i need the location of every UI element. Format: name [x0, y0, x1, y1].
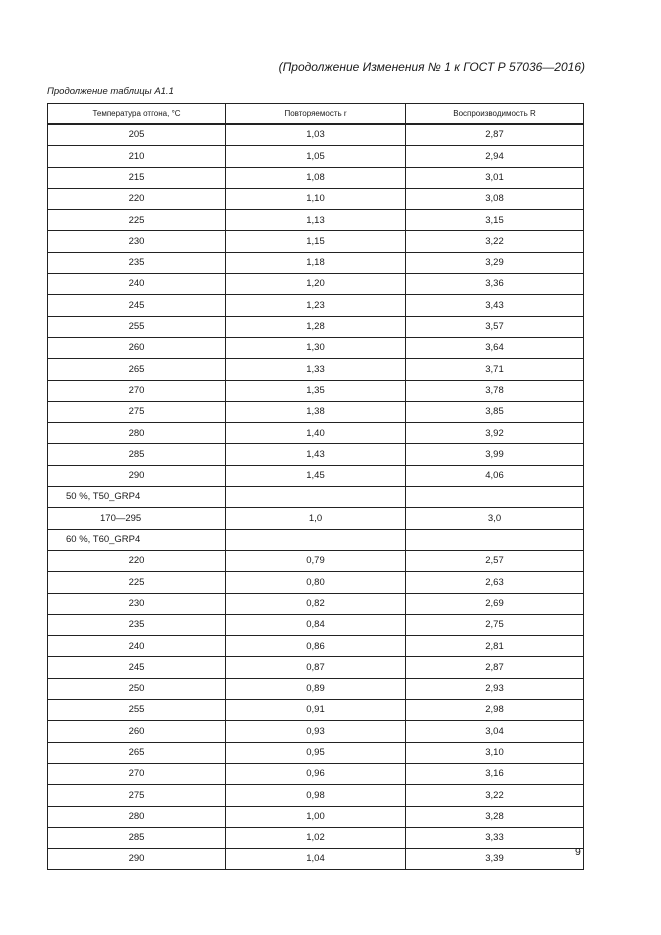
cell-temperature: 245 [48, 295, 226, 316]
cell-reproducibility: 3,71 [406, 359, 584, 380]
table-row [48, 210, 584, 231]
cell-repeatability: 1,18 [226, 252, 406, 273]
cell-temperature: 270 [48, 380, 226, 401]
cell-repeatability: 1,15 [226, 231, 406, 252]
table-row [48, 444, 584, 465]
cell-repeatability: 1,33 [226, 359, 406, 380]
cell-reproducibility: 3,99 [406, 444, 584, 465]
cell-temperature: 205 [48, 124, 226, 146]
cell-repeatability: 0,89 [226, 678, 406, 699]
column-header-reproducibility: Воспроизводимость R [406, 104, 584, 125]
cell-temperature: 170—295 [48, 508, 226, 529]
cell-repeatability: 0,86 [226, 636, 406, 657]
cell-repeatability: 0,84 [226, 614, 406, 635]
cell-temperature: 225 [48, 572, 226, 593]
cell-temperature: 240 [48, 274, 226, 295]
cell-reproducibility: 3,28 [406, 806, 584, 827]
cell-reproducibility: 3,22 [406, 231, 584, 252]
cell-reproducibility: 3,78 [406, 380, 584, 401]
table-row [48, 316, 584, 337]
table-row [48, 806, 584, 827]
cell-reproducibility: 3,43 [406, 295, 584, 316]
cell-temperature: 285 [48, 827, 226, 848]
cell-reproducibility: 2,69 [406, 593, 584, 614]
table-row [48, 657, 584, 678]
cell-reproducibility: 2,98 [406, 700, 584, 721]
cell-repeatability: 1,10 [226, 188, 406, 209]
table-row [48, 401, 584, 422]
table-row [48, 763, 584, 784]
cell-repeatability: 1,45 [226, 465, 406, 486]
cell-reproducibility: 3,85 [406, 401, 584, 422]
cell-reproducibility: 3,39 [406, 849, 584, 870]
table-row [48, 572, 584, 593]
table-row [48, 380, 584, 401]
cell-reproducibility: 3,64 [406, 337, 584, 358]
cell-repeatability: 1,08 [226, 167, 406, 188]
cell-reproducibility: 4,06 [406, 465, 584, 486]
table-row [48, 146, 584, 167]
cell-repeatability: 1,28 [226, 316, 406, 337]
cell-repeatability: 0,98 [226, 785, 406, 806]
table-row [48, 700, 584, 721]
cell-repeatability: 1,30 [226, 337, 406, 358]
cell-reproducibility: 3,16 [406, 763, 584, 784]
table-header [48, 104, 584, 125]
cell-temperature: 275 [48, 785, 226, 806]
cell-temperature: 280 [48, 806, 226, 827]
cell-temperature: 215 [48, 167, 226, 188]
cell-temperature: 225 [48, 210, 226, 231]
cell-temperature: 250 [48, 678, 226, 699]
cell-reproducibility: 3,36 [406, 274, 584, 295]
table-row [48, 274, 584, 295]
cell-temperature: 210 [48, 146, 226, 167]
document-header: (Продолжение Изменения № 1 к ГОСТ Р 57036—2016) [278, 60, 585, 74]
table-row [48, 827, 584, 848]
cell-temperature: 220 [48, 188, 226, 209]
cell-temperature: 230 [48, 593, 226, 614]
cell-reproducibility: 3,92 [406, 423, 584, 444]
table-row [48, 231, 584, 252]
cell-repeatability: 1,38 [226, 401, 406, 422]
cell-repeatability: 1,20 [226, 274, 406, 295]
cell-temperature: 235 [48, 252, 226, 273]
cell-temperature: 50 %, T50_GRP4 [48, 487, 226, 508]
cell-reproducibility: 3,29 [406, 252, 584, 273]
cell-temperature: 260 [48, 721, 226, 742]
cell-reproducibility: 3,0 [406, 508, 584, 529]
cell-reproducibility: 2,93 [406, 678, 584, 699]
cell-temperature: 260 [48, 337, 226, 358]
table-row [48, 550, 584, 571]
cell-temperature: 290 [48, 465, 226, 486]
cell-reproducibility: 2,87 [406, 657, 584, 678]
cell-repeatability: 1,13 [226, 210, 406, 231]
cell-repeatability: 1,00 [226, 806, 406, 827]
cell-repeatability: 1,05 [226, 146, 406, 167]
cell-temperature: 255 [48, 316, 226, 337]
table-row [48, 593, 584, 614]
page-number: 9 [575, 846, 581, 858]
cell-repeatability: 1,35 [226, 380, 406, 401]
cell-reproducibility: 3,33 [406, 827, 584, 848]
cell-repeatability: 0,79 [226, 550, 406, 571]
cell-temperature: 240 [48, 636, 226, 657]
cell-repeatability: 1,23 [226, 295, 406, 316]
cell-reproducibility [406, 529, 584, 550]
cell-reproducibility: 2,57 [406, 550, 584, 571]
cell-repeatability: 1,04 [226, 849, 406, 870]
cell-temperature: 230 [48, 231, 226, 252]
cell-repeatability: 0,80 [226, 572, 406, 593]
table-row [48, 636, 584, 657]
table-row [48, 188, 584, 209]
table-row [48, 785, 584, 806]
table-row [48, 742, 584, 763]
table-row [48, 508, 584, 529]
cell-repeatability: 0,93 [226, 721, 406, 742]
cell-reproducibility: 3,08 [406, 188, 584, 209]
table-row [48, 678, 584, 699]
table-section-row [48, 487, 584, 508]
cell-repeatability: 0,82 [226, 593, 406, 614]
cell-repeatability: 0,95 [226, 742, 406, 763]
cell-reproducibility: 3,10 [406, 742, 584, 763]
cell-reproducibility: 2,63 [406, 572, 584, 593]
table-body [48, 124, 584, 870]
table-caption: Продолжение таблицы А1.1 [47, 86, 174, 97]
cell-reproducibility: 2,87 [406, 124, 584, 146]
cell-reproducibility: 3,22 [406, 785, 584, 806]
table-row [48, 167, 584, 188]
cell-reproducibility: 2,75 [406, 614, 584, 635]
cell-temperature: 265 [48, 742, 226, 763]
cell-temperature: 290 [48, 849, 226, 870]
cell-repeatability: 1,02 [226, 827, 406, 848]
cell-temperature: 255 [48, 700, 226, 721]
cell-temperature: 285 [48, 444, 226, 465]
cell-repeatability: 1,03 [226, 124, 406, 146]
data-table [47, 103, 584, 870]
cell-repeatability: 0,91 [226, 700, 406, 721]
cell-temperature: 275 [48, 401, 226, 422]
cell-temperature: 60 %, T60_GRP4 [48, 529, 226, 550]
cell-reproducibility: 3,01 [406, 167, 584, 188]
cell-reproducibility: 3,57 [406, 316, 584, 337]
table-row [48, 465, 584, 486]
column-header-repeatability: Повторяемость r [226, 104, 406, 125]
cell-repeatability: 0,96 [226, 763, 406, 784]
cell-temperature: 220 [48, 550, 226, 571]
cell-temperature: 265 [48, 359, 226, 380]
cell-reproducibility [406, 487, 584, 508]
cell-repeatability: 0,87 [226, 657, 406, 678]
cell-temperature: 270 [48, 763, 226, 784]
table-row [48, 337, 584, 358]
cell-repeatability: 1,40 [226, 423, 406, 444]
column-header-temperature: Температура отгона, °С [48, 104, 226, 125]
cell-temperature: 235 [48, 614, 226, 635]
cell-reproducibility: 3,04 [406, 721, 584, 742]
cell-repeatability: 1,0 [226, 508, 406, 529]
table-row [48, 721, 584, 742]
cell-temperature: 280 [48, 423, 226, 444]
cell-reproducibility: 2,81 [406, 636, 584, 657]
cell-reproducibility: 2,94 [406, 146, 584, 167]
cell-repeatability: 1,43 [226, 444, 406, 465]
table-row [48, 849, 584, 870]
cell-temperature: 245 [48, 657, 226, 678]
table-row [48, 252, 584, 273]
cell-repeatability [226, 487, 406, 508]
cell-repeatability [226, 529, 406, 550]
cell-reproducibility: 3,15 [406, 210, 584, 231]
table-row [48, 124, 584, 146]
table-row [48, 423, 584, 444]
table-row [48, 614, 584, 635]
table-row [48, 295, 584, 316]
table-section-row [48, 529, 584, 550]
table-row [48, 359, 584, 380]
